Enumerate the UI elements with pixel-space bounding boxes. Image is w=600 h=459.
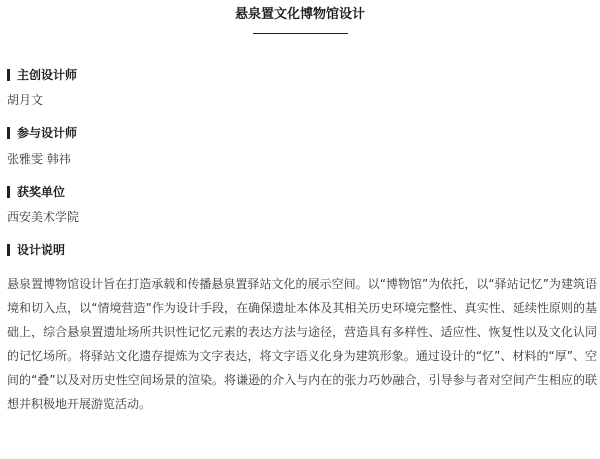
section-heading-chief-designer (7, 66, 77, 84)
section-bar-marker (7, 69, 10, 81)
section-heading-award-unit (7, 183, 65, 201)
section-title: 获奖单位 (17, 185, 66, 199)
chief-designer-name: 胡月文 (7, 93, 44, 107)
section-title: 参与设计师 (17, 126, 78, 140)
section-title: 设计说明 (17, 243, 66, 257)
section-bar-marker (7, 127, 10, 139)
section-heading-participating-designers (7, 124, 77, 142)
section-bar-marker (7, 244, 10, 256)
section-bar-marker (7, 186, 10, 198)
participating-designer-names: 张雅雯 韩祎 (7, 152, 71, 166)
award-unit-name: 西安美术学院 (7, 210, 80, 224)
design-description-text: 悬泉置博物馆设计旨在打造承载和传播悬泉置驿站文化的展示空间。以“博物馆”为依托，以“驿站记忆”为建筑语境和切入点，以“情境营造”作为设计手段，在确保遗址本体及其相关历史环境完整性、真实性、延续性原则的基础上，综合悬泉置遗址场所共识性记忆元素的表达方法与途径，营造具有多样性、适应性、恢复性以及文化认同的记忆场所。将驿站文化遗存提炼为文字表达，将文字语义化身为建筑形象。通过设计的“忆”、材料的“厚”、空间的“叠”以及对历史性空间场景的渲染。将谦逊的介入与内在的张力巧妙融合，引导参与者对空间产生相应的联想并积极地开展游览活动。 (7, 277, 597, 411)
title-underline (253, 33, 348, 34)
section-heading-design-description (7, 241, 65, 259)
section-title: 主创设计师 (17, 68, 78, 82)
page-title: 悬泉置文化博物馆设计 (234, 7, 365, 22)
